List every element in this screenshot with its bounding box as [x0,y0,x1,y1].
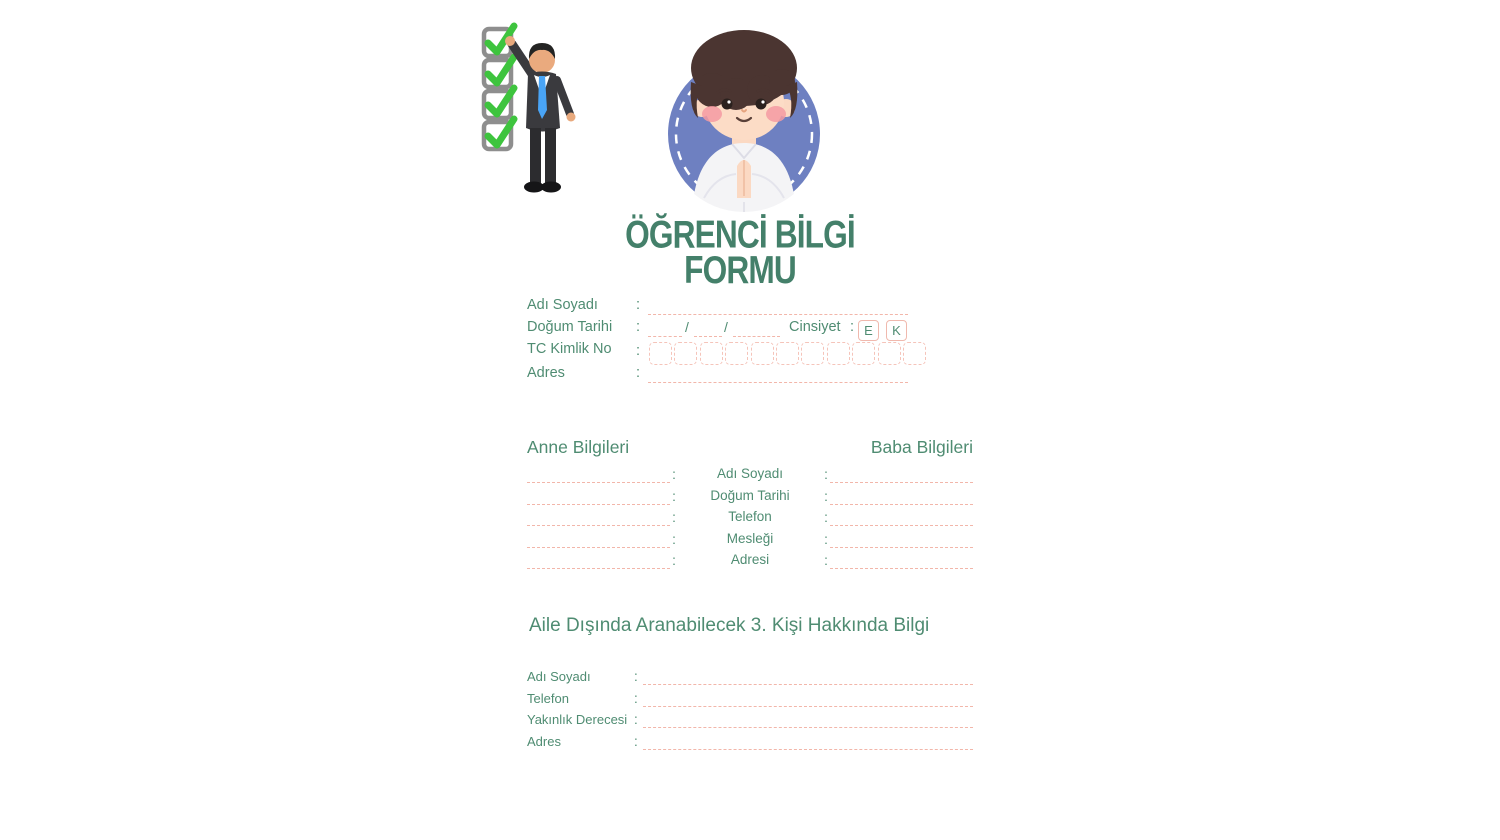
mother-adi-soyadi-field[interactable] [527,463,670,483]
third-person-row-label: Yakınlık Derecesi [527,712,628,727]
parent-row-label: Adresi [730,552,770,567]
colon: : [634,669,638,684]
third-person-telefon-field[interactable] [643,706,973,707]
colon: : [634,690,638,706]
field-label-dogum-tarihi: Doğum Tarihi [527,319,613,335]
colon: : [636,365,641,381]
gender-option-female[interactable]: K [886,320,907,341]
colon: : [824,467,828,482]
third-person-row-label: Adı Soyadı [527,669,591,684]
tc-digit-box[interactable] [649,342,672,365]
father-section-title: Baba Bilgileri [870,437,973,457]
tc-kimlik-digit-row [649,342,926,365]
gender-label: Cinsiyet [789,319,841,335]
parent-row-label: Adı Soyadı [716,466,784,481]
page-title [546,211,933,292]
colon: : [634,712,638,727]
colon: : [672,531,676,547]
colon: : [672,553,676,568]
father-adresi-field[interactable] [830,549,973,569]
father-meslegi-field[interactable] [830,528,973,548]
tc-digit-box[interactable] [700,342,723,365]
colon: : [824,531,828,547]
colon: : [824,553,828,568]
mother-meslegi-field[interactable] [527,528,670,548]
parent-row-dogum-tarihi [527,485,973,504]
tc-digit-box[interactable] [827,342,850,365]
colon: : [636,297,641,313]
parent-row-adi-soyadi [527,463,973,482]
tc-digit-box[interactable] [776,342,799,365]
colon: : [672,510,676,525]
birth-day-field[interactable] [648,319,682,337]
parent-row-meslegi [527,528,973,547]
page-title-line1: ÖĞRENCİ BİLGİ [625,211,855,256]
adi-soyadi-field[interactable] [648,297,908,315]
mother-adresi-field[interactable] [527,549,670,569]
parent-row-label: Mesleği [726,530,774,546]
third-person-yakinlik-field[interactable] [643,727,973,728]
colon: : [824,510,828,525]
third-person-row-label: Telefon [527,690,569,706]
checkbox-man-illustration [478,18,593,203]
third-person-row-adi-soyadi [527,666,973,685]
gender-option-male[interactable]: E [858,320,879,341]
third-person-row-telefon [527,688,973,707]
third-person-row-yakinlik [527,709,973,728]
student-avatar-illustration [664,26,824,216]
mother-section-title: Anne Bilgileri [527,437,630,457]
field-label-tc-kimlik: TC Kimlik No [527,341,612,357]
third-person-row-adres [527,731,973,750]
colon: : [672,467,676,482]
father-adi-soyadi-field[interactable] [830,463,973,483]
tc-digit-box[interactable] [725,342,748,365]
mother-telefon-field[interactable] [527,506,670,526]
colon: : [636,319,641,335]
third-person-adres-field[interactable] [643,749,973,750]
parent-row-label: Doğum Tarihi [710,487,790,503]
field-label-adi-soyadi: Adı Soyadı [527,297,598,313]
tc-digit-box[interactable] [751,342,774,365]
tc-digit-box[interactable] [801,342,824,365]
date-separator: / [685,319,689,335]
colon: : [850,319,855,335]
colon: : [824,488,828,504]
tc-digit-box[interactable] [674,342,697,365]
tc-digit-box[interactable] [878,342,901,365]
colon: : [672,488,676,504]
third-person-row-label: Adres [527,733,561,749]
father-telefon-field[interactable] [830,506,973,526]
parent-row-telefon [527,506,973,525]
parent-row-adresi [527,549,973,568]
colon: : [636,343,641,359]
father-dogum-tarihi-field[interactable] [830,485,973,505]
date-separator: / [724,319,728,335]
birth-year-field[interactable] [733,319,780,337]
adres-field[interactable] [648,365,908,383]
tc-digit-box[interactable] [903,342,926,365]
third-person-adi-soyadi-field[interactable] [643,684,973,685]
tc-digit-box[interactable] [852,342,875,365]
third-person-section-title: Aile Dışında Aranabilecek 3. Kişi Hakkında Bilgi [529,615,930,636]
colon: : [634,733,638,749]
field-label-adres: Adres [527,365,565,381]
parent-row-label: Telefon [728,509,772,524]
birth-month-field[interactable] [694,319,722,337]
mother-dogum-tarihi-field[interactable] [527,485,670,505]
page-title-line2: FORMU [684,247,796,292]
